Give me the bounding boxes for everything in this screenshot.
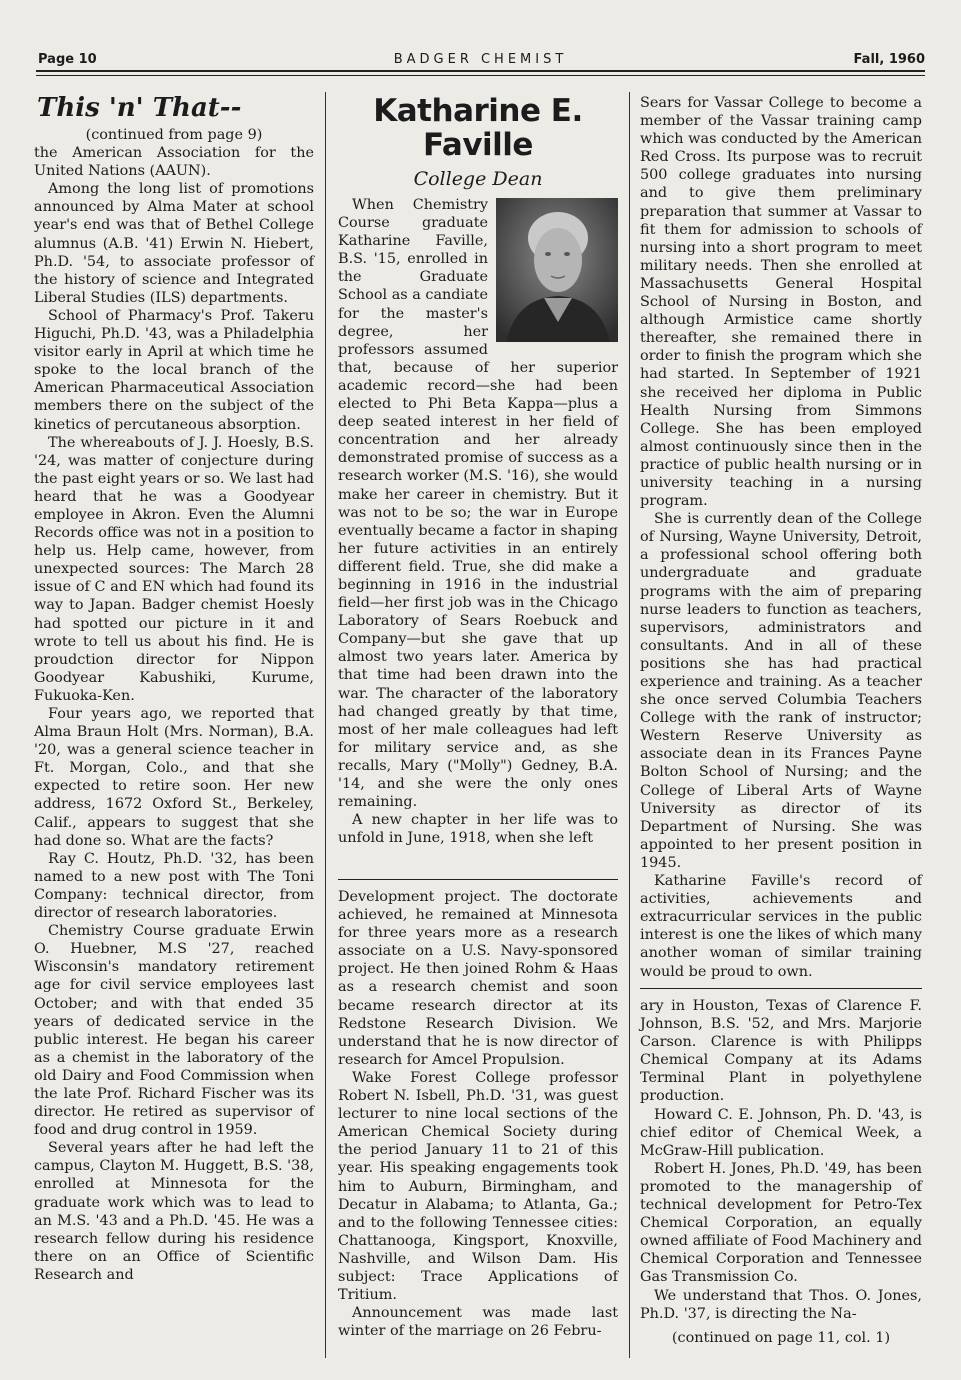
continued-on-note: (continued on page 11, col. 1) — [671, 1329, 891, 1346]
feature-headline: Katharine E. Faville — [373, 93, 583, 163]
paragraph: Development project. The doctorate achieved, he remained at Minnesota for three years more as a research associate on a U.S. Navy-sponsored project. He then joined Rohm & Haas as a research chemist and soon became research director at its Redstone Research Division. We understand that he is now director of research for Amcel Propulsion. — [338, 889, 618, 1068]
section-divider — [640, 988, 922, 989]
issue-date: Fall, 1960 — [853, 52, 925, 67]
paragraph: Chemistry Course graduate Erwin O. Huebner, M.S '27, reached Wisconsin's mandatory retirement age for civil service employees last October; and with that ended 35 years of dedicated service in the public interest. He began his career as a chemist in the laboratory of the old Dairy and Food Commission when the late Prof. Richard Fischer was its director. He retired as supervisor of food and drug control in 1959. — [34, 923, 314, 1139]
section-divider — [338, 879, 618, 880]
paragraph: She is currently dean of the College of Nursing, Wayne University, Detroit, a professional school offering both undergraduate and graduate programs with the aim of preparing nurse leaders to function as teachers, supervisors, administrators and consultants. And in all of these positions she has had practical experience and training. As a teacher she once served Columbia Teachers College with the rank of instructor; Western Reserve University as associate dean in its Frances Payne Bolton School of Nursing; and the College of Liberal Arts of Wayne University as director of its Department of Nursing. She was appointed to her present position in 1945. — [640, 511, 922, 871]
header-rule — [36, 70, 925, 72]
feature-article-continued — [640, 94, 922, 981]
paragraph: When Chemistry Course graduate Katharine Faville, B.S. '15, enrolled in the Graduate School as a candiate for the master's degree, her professors assumed that, because of her superior academic record—she had been elected to Phi Beta Kappa—plus a deep seated interest in her field of concentration and her already demonstrated promise of success as a research worker (M.S. '16), she would make her career in chemistry. But it was not to be so; the war in Europe eventually became a factor in shaping her future activities in an entirely different field. True, she did make a beginning in 1916 in the industrial field—her first job was in the Chicago Laboratory of Sears Roebuck and Company—but she gave that up almost two years later. America by that time had been drawn into the war. The character of the laboratory had changed greatly by that time, most of her male colleagues had left for military service and, as she recalls, Mary ("Molly") Gedney, B.A. '14, and she were the only ones remaining. — [338, 197, 618, 811]
paragraph: We understand that Thos. O. Jones, Ph.D. '37, is directing the Na- — [640, 1287, 922, 1322]
feature-subtitle: College Dean — [413, 168, 543, 190]
paragraph: Wake Forest College professor Robert N. Isbell, Ph.D. '31, was guest lecturer to nine local sections of the American Chemical Society during the period January 11 to 21 of this year. His speaking engagements took him to Auburn, Birmingham, and Decatur in Alabama; to Atlanta, Ga.; and to the following Tennessee cities: Chattanooga, Kingsport, Knoxville, Nashville, and Wilson Dam. His subject: Trace Applications of Tritium. — [338, 1069, 618, 1304]
paragraph: Four years ago, we reported that Alma Braun Holt (Mrs. Norman), B.A. '20, was a general science teacher in Ft. Morgan, Colo., and that she expected to retire soon. Her new address, 1672 Oxford St., Berkeley, Calif., appears to suggest that she had done so. What are the facts? — [34, 706, 314, 849]
publication-title: BADGER CHEMIST — [393, 52, 568, 67]
section-title: This 'n' That-- — [37, 93, 242, 123]
column-divider — [325, 92, 326, 1358]
feature-article — [338, 94, 618, 847]
paragraph: Among the long list of promotions announced by Alma Mater at school year's end was that of Bethel College alumnus (A.B. '41) Erwin N. Hiebert, Ph.D. '54, to associate professor of the history of science and Integrated Liberal Studies (ILS) departments. — [34, 181, 314, 306]
paragraph: Sears for Vassar College to become a member of the Vassar training camp which was conducted by the American Red Cross. Its purpose was to recruit 500 college graduates into nursing and to give them preliminary preparation that summer at Vassar to fit them for admission to schools of nursing into a short program to meet military needs. Then she enrolled at Massachusetts General Hospital School of Nursing in Boston, and although Armistice came shortly thereafter, she remained there in order to finish the program which she had started. In September of 1921 she received her diploma in Public Health Nursing from Simmons College. She has been employed almost continuously since then in the practice of public health nursing or in university teaching in a nursing program. — [640, 95, 922, 510]
column-right-lower — [640, 997, 922, 1347]
page-header — [36, 50, 925, 72]
column-divider — [629, 92, 630, 1358]
continued-from-note: (continued from page 9) — [85, 127, 263, 143]
paragraph: Ray C. Houtz, Ph.D. '32, has been named to a new post with The Toni Company: technical director, from director of research laboratories. — [34, 850, 314, 922]
paragraph: Robert H. Jones, Ph.D. '49, has been promoted to the managership of technical development for Petro-Tex Chemical Corporation, an equally owned affiliate of Food Machinery and Chemical Corporation and Tennessee Gas Transmission Co. — [640, 1160, 922, 1286]
header-rule-thin — [36, 75, 925, 76]
column-middle-lower — [338, 888, 618, 1340]
paragraph: Howard C. E. Johnson, Ph. D. '43, is chief editor of Chemical Week, a McGraw-Hill publication. — [640, 1106, 922, 1159]
paragraph: School of Pharmacy's Prof. Takeru Higuchi, Ph.D. '43, was a Philadelphia visitor early in April at which time he spoke to the local branch of the American Pharmaceutical Association members there on the subject of the kinetics of percutaneous absorption. — [34, 307, 314, 433]
paragraph: ary in Houston, Texas of Clarence F. Johnson, B.S. '52, and Mrs. Marjorie Carson. Clarence is with Philipps Chemical Company at its Adams Terminal Plant in polyethylene production. — [640, 998, 922, 1105]
paragraph: The whereabouts of J. J. Hoesly, B.S. '24, was matter of conjecture during the past eight years or so. We last had heard that he was a Goodyear employee in Akron. Even the Alumni Records office was not in a position to help us. Help came, however, from unexpected sources: The March 28 issue of C and EN which had found its way to Japan. Badger chemist Hoesly had spotted our picture in it and wrote to tell us about his find. He is proudction director for Nippon Goodyear Kabushiki, Kurume, Fukuoka-Ken. — [34, 434, 314, 704]
paragraph: A new chapter in her life was to unfold in June, 1918, when she left — [338, 812, 618, 847]
paragraph: the American Association for the United Nations (AAUN). — [34, 145, 314, 180]
page-number: Page 10 — [38, 52, 97, 67]
portrait-photo — [496, 198, 618, 342]
column-left — [34, 94, 314, 1284]
paragraph: Announcement was made last winter of the marriage on 26 Febru- — [338, 1305, 618, 1340]
paragraph: Several years after he had left the campus, Clayton M. Huggett, B.S. '38, enrolled at Minnesota for the graduate work which was to lead to an M.S. '43 and a Ph.D. '45. He was a research fellow during his residence there on an Office of Scientific Research and — [34, 1140, 314, 1283]
paragraph: Katharine Faville's record of activities, achievements and extracurricular services in the public interest is one the likes of which many another woman of similar training would be proud to own. — [640, 873, 922, 980]
